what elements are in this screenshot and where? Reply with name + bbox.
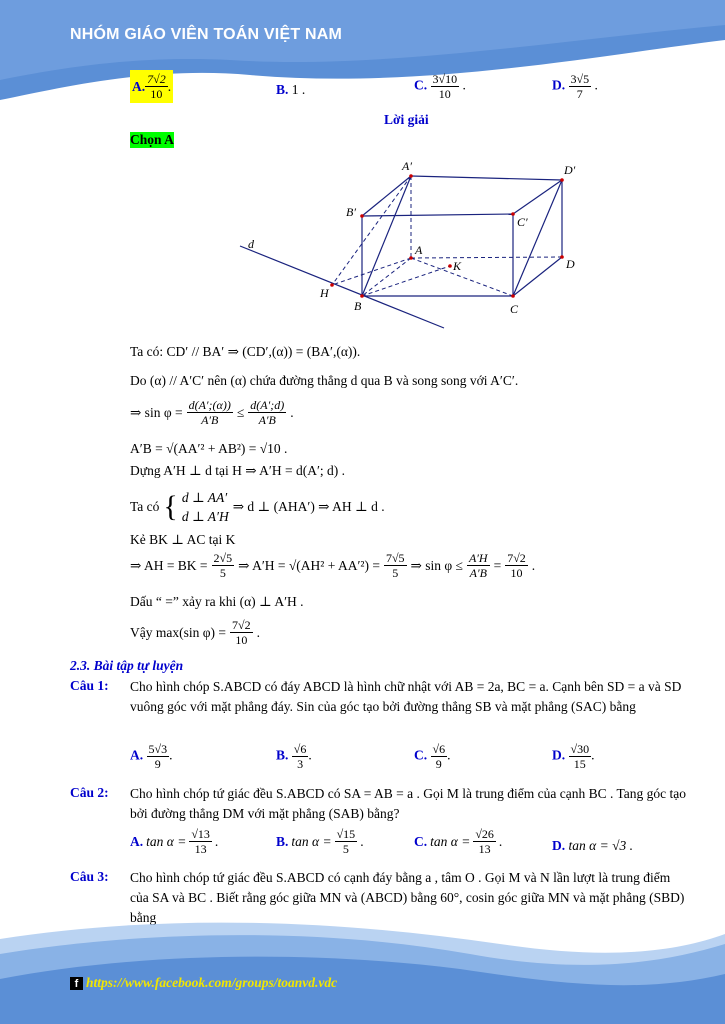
answer-b: B. 1 .	[276, 82, 306, 97]
header-band	[0, 0, 725, 100]
question-1-text: Cho hình chóp S.ABCD có đáy ABCD là hình chữ nhật với AB = 2a, BC = a. Cạnh bên SD = a và SD vuông góc với mặt phẳng đáy. Sin của góc tạo bởi đường thẳng SB và mặt phẳng (SAC) bằng	[130, 679, 682, 714]
solution-line-3: ⇒ sin φ = $\frac{d(A';(\alpha))}{A'B}$ ≤ $\frac{d(A';d)}{A'B}$ .	[130, 398, 294, 427]
question-1-label: Câu 1:	[70, 678, 109, 693]
answer-c: C. $\frac{3√10}{10}$ .	[414, 72, 466, 101]
label-c1: C′	[517, 215, 528, 229]
footer-link-row	[70, 975, 337, 991]
q1-option-a: A. $\frac{5√3}{9}$ .	[130, 742, 173, 771]
prism-figure	[230, 155, 590, 335]
solution-title: Lời giải	[384, 112, 429, 127]
answer-a: A. $\frac{7√2}{10}$ .	[132, 72, 172, 101]
q2-option-b: B. tan α = $\frac{√15}{5}$ .	[276, 827, 364, 856]
q1-option-b: B. $\frac{√6}{3}$ .	[276, 742, 312, 771]
solution-line-10: Vậy max(sin φ) = $\frac{7√2}{10}$ .	[130, 618, 260, 647]
choice-label: Chọn A	[130, 132, 174, 147]
question-2-text: Cho hình chóp tứ giác đều S.ABCD có SA = AB = a . Gọi M là trung điểm của cạnh BC . Tang góc tạo bởi đường thẳng DM với mặt phẳng (SAB) bằng?	[130, 786, 687, 821]
label-a: A	[415, 243, 423, 257]
q2-option-c: C. tan α = $\frac{√26}{13}$ .	[414, 827, 503, 856]
question-3-text: Cho hình chóp tứ giác đều S.ABCD có cạnh đáy bằng a , tâm O . Gọi M và N lần lượt là trung điểm của SA và BC . Biết rằng góc giữa MN và (ABCD) bằng 60°, cosin góc giữa MN và mặt phẳng (SBD) bằng	[130, 870, 685, 925]
solution-line-2: Do (α) // A′C′ nên (α) chứa đường thẳng d qua B và song song với A′C′.	[130, 373, 519, 388]
q1-option-d: D. $\frac{√30}{15}$ .	[552, 742, 595, 771]
solution-line-8: ⇒ AH = BK = $\frac{2√5}{5}$ ⇒ A′H = √(AH² + AA′²) = $\frac{7√5}{5}$ ⇒ sin φ ≤ $\frac{A'H}{A'B}$ = $\frac{7√2}{10}$ .	[130, 551, 536, 580]
solution-line-1: Ta có: CD′ // BA′ ⇒ (CD′,(α)) = (BA′,(α)).	[130, 344, 361, 359]
label-h: H	[320, 286, 329, 300]
footer-link[interactable]: https://www.facebook.com/groups/toanvd.vdc	[86, 975, 338, 990]
facebook-icon: f	[70, 977, 83, 990]
solution-line-7: Kẻ BK ⊥ AC tại K	[130, 532, 236, 547]
label-b1: B′	[346, 205, 356, 219]
solution-line-5: Dựng A′H ⊥ d tại H ⇒ A′H = d(A′; d) .	[130, 463, 346, 478]
label-line-d: d	[248, 237, 254, 251]
q2-option-a: A. tan α = $\frac{√13}{13}$ .	[130, 827, 219, 856]
q2-option-d: D. tan α = √3 .	[552, 838, 633, 853]
q1-option-c: C. $\frac{√6}{9}$ .	[414, 742, 451, 771]
section-title: 2.3. Bài tập tự luyện	[70, 658, 184, 673]
header-title: NHÓM GIÁO VIÊN TOÁN VIỆT NAM	[70, 26, 342, 43]
label-a1: A′	[402, 159, 412, 173]
footer-band	[0, 914, 725, 1024]
label-k: K	[453, 259, 462, 273]
question-3-label: Câu 3:	[70, 869, 109, 884]
label-c: C	[510, 302, 519, 316]
label-d1: D′	[564, 163, 576, 177]
solution-line-9: Dấu “ =” xảy ra khi (α) ⊥ A′H .	[130, 594, 304, 609]
question-2-label: Câu 2:	[70, 785, 109, 800]
solution-line-6: Ta có { d ⊥ AA′ d ⊥ A′H ⇒ d ⊥ (AHA′) ⇒ AH ⊥ d .	[130, 490, 385, 524]
label-b: B	[354, 299, 362, 313]
solution-line-4: A′B = √(AA′² + AB²) = √10 .	[130, 441, 288, 456]
answer-d: D. $\frac{3√5}{7}$ .	[552, 72, 598, 101]
label-d: D	[566, 257, 575, 271]
